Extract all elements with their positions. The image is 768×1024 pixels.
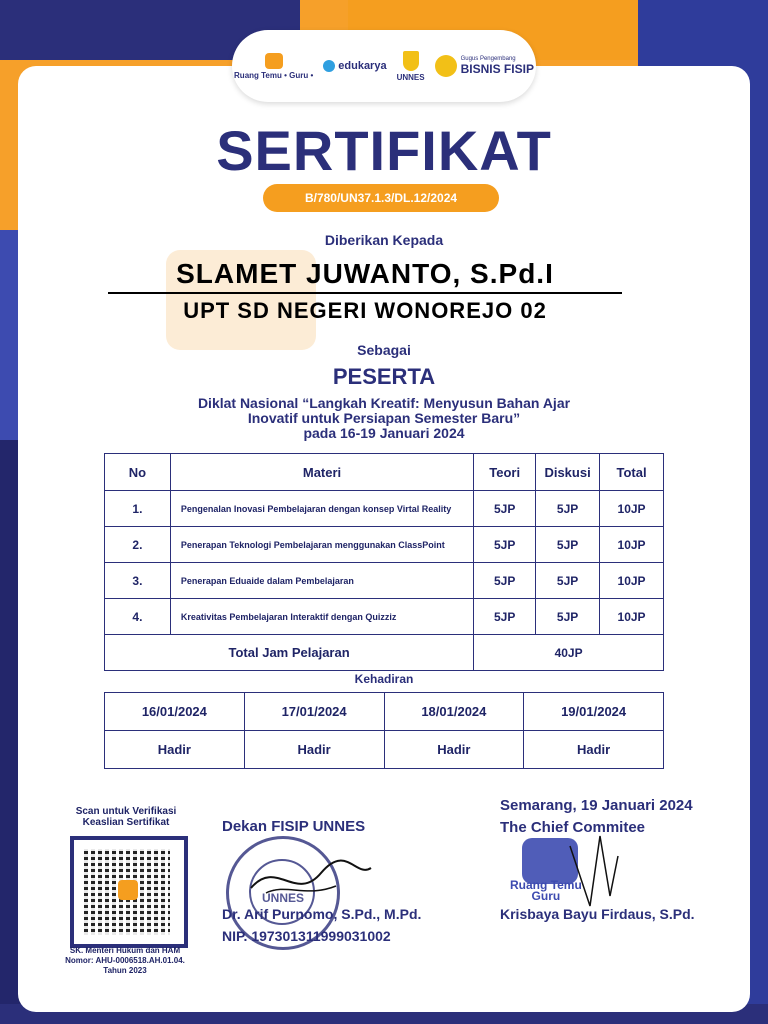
row-total: 10JP <box>600 563 664 599</box>
ruang-temu-label: Ruang Temu • Guru • <box>234 70 314 80</box>
total-label: Total Jam Pelajaran <box>105 635 474 671</box>
table-row <box>105 599 664 635</box>
row-materi: Penerapan Teknologi Pembelajaran menggunakan ClassPoint <box>170 527 473 563</box>
sk-line-1: SK. Menteri Hukum dan HAM <box>69 946 181 955</box>
dekan-nip: NIP. 197301311999031002 <box>222 928 391 944</box>
fisip-emblem-icon <box>435 55 457 77</box>
stamp-line-2: Guru <box>531 889 561 903</box>
attendance-status: Hadir <box>244 731 384 769</box>
event-line-3: pada 16-19 Januari 2024 <box>303 425 465 441</box>
dekan-signature <box>246 848 376 908</box>
unnes-emblem-icon <box>403 51 419 71</box>
row-diskusi: 5JP <box>536 527 600 563</box>
table-header-row <box>105 454 664 491</box>
row-diskusi: 5JP <box>536 599 600 635</box>
row-no: 3. <box>105 563 171 599</box>
attendance-date: 17/01/2024 <box>244 693 384 731</box>
fisip-logo <box>435 55 534 77</box>
row-materi: Pengenalan Inovasi Pembelajaran dengan konsep Virtal Reality <box>170 491 473 527</box>
dekan-name: Dr. Arif Purnomo, S.Pd., M.Pd. <box>222 906 422 922</box>
row-no: 4. <box>105 599 171 635</box>
row-materi: Kreativitas Pembelajaran Interaktif dengan Quizziz <box>170 599 473 635</box>
attendance-status: Hadir <box>105 731 245 769</box>
chief-title: The Chief Commitee <box>500 819 646 836</box>
attendance-table <box>104 692 664 769</box>
chief-signature <box>560 826 630 916</box>
edukarya-logo <box>323 60 386 72</box>
given-to-label: Diberikan Kepada <box>324 232 444 248</box>
row-total: 10JP <box>600 527 664 563</box>
stamp-line-1: Ruang Temu <box>510 878 582 892</box>
row-teori: 5JP <box>474 563 536 599</box>
seal-label: UNNES <box>261 891 304 905</box>
materials-table <box>104 453 664 671</box>
table-row <box>105 491 664 527</box>
recipient-school: UPT SD NEGERI WONOREJO 02 <box>183 298 547 323</box>
scan-line-1: Scan untuk Verifikasi <box>75 806 177 817</box>
attendance-date: 18/01/2024 <box>384 693 524 731</box>
certificate-title: SERTIFIKAT <box>216 119 552 182</box>
as-label: Sebagai <box>357 342 411 358</box>
sk-legal-info <box>40 946 210 976</box>
row-no: 1. <box>105 491 171 527</box>
attendance-title: Kehadiran <box>354 672 414 686</box>
attendance-date: 16/01/2024 <box>105 693 245 731</box>
row-diskusi: 5JP <box>536 491 600 527</box>
attendance-dates-row <box>105 693 664 731</box>
scan-line-2: Keaslian Sertifikat <box>82 817 170 828</box>
row-total: 10JP <box>600 599 664 635</box>
chat-bubble-icon <box>265 53 283 69</box>
row-diskusi: 5JP <box>536 563 600 599</box>
verification-qr-code[interactable] <box>70 836 188 948</box>
sk-line-2: Nomor: AHU-0006518.AH.01.04. <box>65 956 185 965</box>
attendance-date: 19/01/2024 <box>524 693 664 731</box>
scan-instructions <box>46 806 206 828</box>
sk-line-3: Tahun 2023 <box>103 966 147 975</box>
header-diskusi: Diskusi <box>536 454 600 491</box>
role-title: PESERTA <box>332 364 436 389</box>
row-teori: 5JP <box>474 527 536 563</box>
row-total: 10JP <box>600 491 664 527</box>
logo-bar <box>232 30 536 102</box>
table-row <box>105 563 664 599</box>
attendance-status-row <box>105 731 664 769</box>
row-materi: Penerapan Eduaide dalam Pembelajaran <box>170 563 473 599</box>
place-date: Semarang, 19 Januari 2024 <box>500 797 693 814</box>
fisip-small-label: Gugus Pengembang <box>460 56 516 62</box>
certificate-number: B/780/UN37.1.3/DL.12/2024 <box>263 184 499 212</box>
header-no: No <box>105 454 171 491</box>
header-teori: Teori <box>474 454 536 491</box>
header-total: Total <box>600 454 664 491</box>
event-line-2: Inovatif untuk Persiapan Semester Baru” <box>247 410 521 426</box>
attendance-status: Hadir <box>524 731 664 769</box>
recipient-name: SLAMET JUWANTO, S.Pd.I <box>108 258 622 294</box>
chief-name: Krisbaya Bayu Firdaus, S.Pd. <box>500 906 695 922</box>
fisip-big-label: BISNIS FISIP <box>460 62 534 76</box>
unnes-logo <box>397 51 425 82</box>
edukarya-icon <box>323 60 335 72</box>
row-no: 2. <box>105 527 171 563</box>
attendance-status: Hadir <box>384 731 524 769</box>
event-line-1: Diklat Nasional “Langkah Kreatif: Menyusun Bahan Ajar <box>197 395 571 411</box>
qr-center-logo-icon <box>118 880 138 900</box>
ruang-temu-logo <box>234 53 313 80</box>
dekan-title: Dekan FISIP UNNES <box>222 818 366 835</box>
event-description <box>0 396 768 441</box>
unnes-label: UNNES <box>396 72 425 82</box>
edukarya-label: edukarya <box>338 60 387 72</box>
total-value: 40JP <box>474 635 664 671</box>
table-row <box>105 527 664 563</box>
row-teori: 5JP <box>474 491 536 527</box>
row-teori: 5JP <box>474 599 536 635</box>
header-materi: Materi <box>170 454 473 491</box>
table-total-row <box>105 635 664 671</box>
